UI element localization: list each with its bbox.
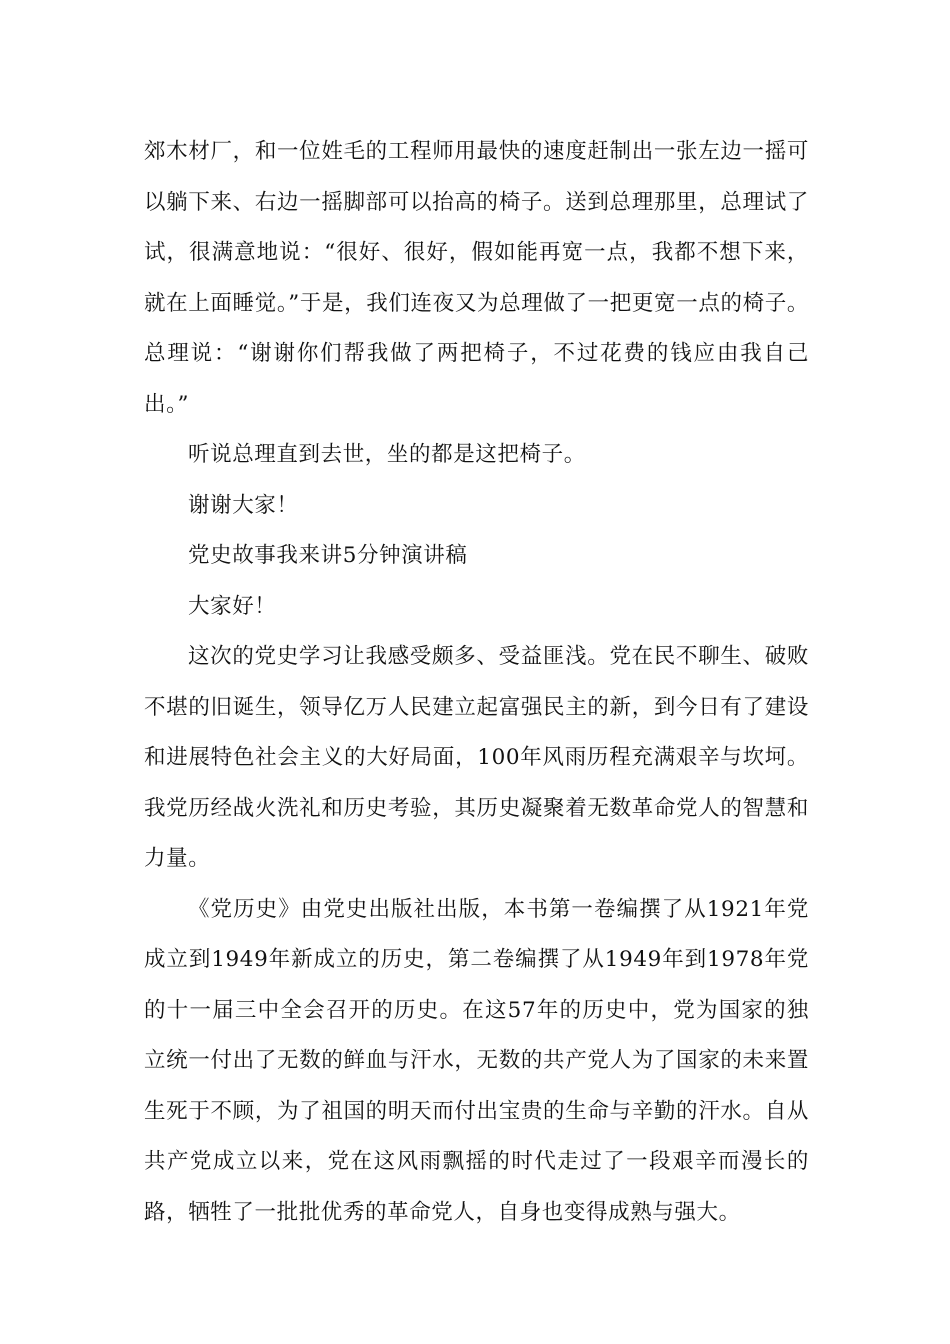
paragraph-thanks: 谢谢大家！: [188, 492, 299, 518]
paragraph-party-history-book: 《党历史》由党史出版社出版，本书第一卷编撰了从1921年党成立到1949年新成立的历史，第二卷编撰了从1949年到1978年党的十一届三中全会召开的历史。在这57年的历史中，党为国家的独立统一付出了无数的鲜血与汗水，无数的共产党人为了国家的未来置生死于不顾，为了祖国的明天而付出宝贵的生命与辛勤的汗水。自从共产党成立以来，党在这风雨飘摇的时代走过了一段艰辛而漫长的路，牺牲了一批批优秀的革命党人，自身也变得成熟与强大。: [144, 896, 809, 1225]
paragraph-chair-story: 郊木材厂，和一位姓毛的工程师用最快的速度赶制出一张左边一摇可以躺下来、右边一摇脚部可以抬高的椅子。送到总理那里，总理试了试，很满意地说：“很好、很好，假如能再宽一点，我都不想下来，就在上面睡觉。”于是，我们连夜又为总理做了一把更宽一点的椅子。总理说：“谢谢你们帮我做了两把椅子，不过花费的钱应由我自己出。”: [144, 139, 809, 417]
paragraph-greeting: 大家好！: [188, 593, 277, 619]
paragraph-chair-conclusion: 听说总理直到去世，坐的都是这把椅子。: [188, 442, 586, 467]
paragraph-study-feelings: 这次的党史学习让我感受颇多、受益匪浅。党在民不聊生、破败不堪的旧诞生，领导亿万人民建立起富强民主的新，到今日有了建设和进展特色社会主义的大好局面，100年风雨历程充满艰辛与坎坷。我党历经战火洗礼和历史考验，其历史凝聚着无数革命党人的智慧和力量。: [144, 644, 809, 871]
document-body: [144, 127, 809, 1238]
section-title: 党史故事我来讲5分钟演讲稿: [188, 543, 468, 568]
